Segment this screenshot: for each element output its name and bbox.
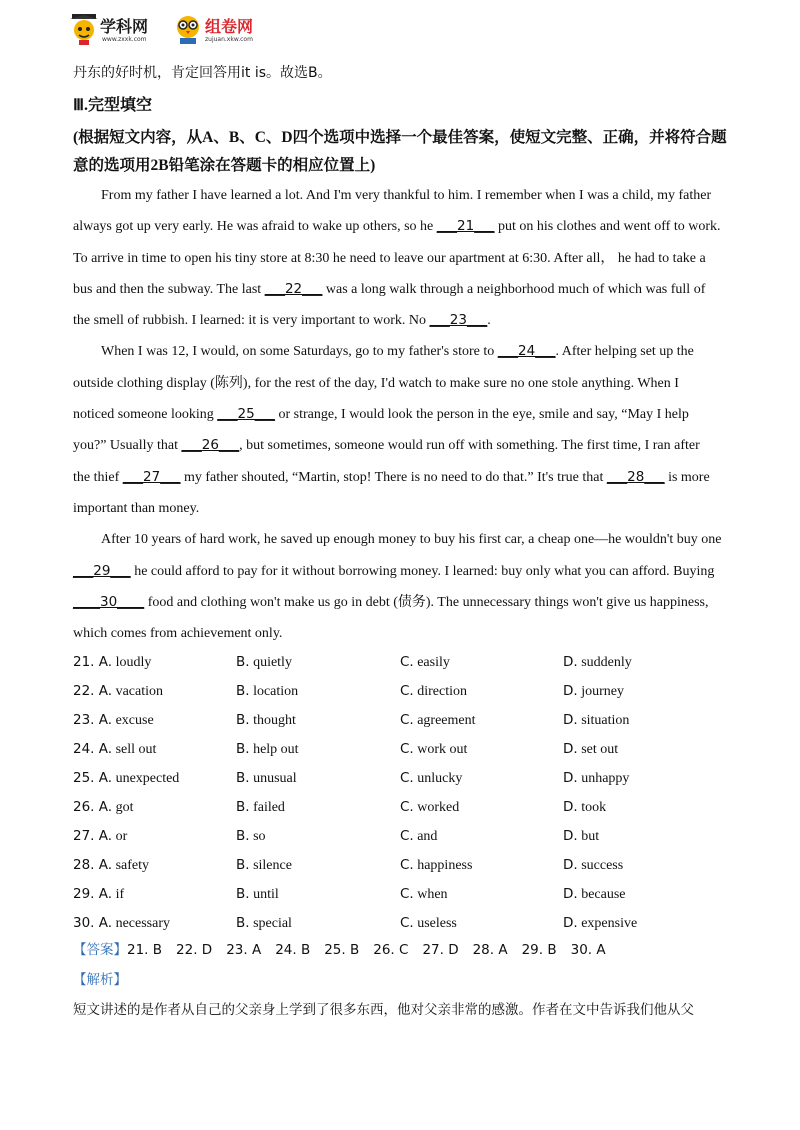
option-label: 28. A. [73,857,113,873]
option-a [73,677,163,706]
option-label: C. [400,683,414,699]
option-label: D. [563,683,578,699]
intro-choice: B [308,65,318,81]
option-a [73,764,179,793]
option-d [563,764,629,793]
option-text: unlucky [417,771,463,786]
option-c [400,764,462,793]
passage-line [73,430,733,461]
option-label: B. [236,770,250,786]
passage-text: or strange, I would look the person in the eye, smile and say, “May I help [274,407,689,423]
passage-line [73,211,733,242]
answer-key: 24. B [275,942,311,958]
blank-22: ___22___ [264,280,323,297]
option-text: failed [253,800,285,815]
option-text: until [253,887,279,902]
option-label: C. [400,828,414,844]
option-text: expensive [581,916,638,931]
option-a [73,706,154,735]
question-row [73,822,733,851]
option-label: C. [400,712,414,728]
passage-text: . After helping set up the [555,344,694,360]
option-c [400,880,448,909]
option-b [236,706,296,735]
passage-text: my father shouted, “Martin, stop! There is no need to do that.” It's true that [180,469,607,485]
option-text: happiness [417,858,473,873]
option-label: C. [400,857,414,873]
passage-line [73,399,733,430]
option-text: help out [253,742,299,757]
option-c [400,909,457,938]
option-label: C. [400,799,414,815]
option-label: 25. A. [73,770,113,786]
option-a [73,793,133,822]
question-row [73,735,733,764]
option-label: 21. A. [73,654,113,670]
option-b [236,822,266,851]
option-b [236,793,285,822]
option-text: success [581,858,624,873]
option-text: worked [417,800,460,815]
header-logos [70,10,290,50]
option-text: agreement [417,713,476,728]
option-d [563,793,606,822]
option-label: D. [563,741,578,757]
passage-text: , but sometimes, someone would run off with something. The first time, I ran after [239,438,700,454]
blank-28: ___28___ [606,468,665,485]
option-text: useless [417,916,457,931]
option-label: B. [236,886,250,902]
passage-text: put on his clothes and went off to work. [494,219,721,235]
option-text: unusual [253,771,297,786]
option-label: B. [236,828,250,844]
passage-text: he could afford to pay for it without borrowing money. I learned: buy only what you can afford. Buying [130,563,715,579]
instruction: (根据短文内容，从A、B、C、D四个选项中选择一个最佳答案，使短文完整、正确，并将符合题意的选项用2B铅笔涂在答题卡的相应位置上) [73,129,727,174]
passage-line [73,274,733,305]
option-text: got [115,800,134,815]
option-text: but [581,829,600,844]
passage-line [73,462,733,493]
answer-line [73,938,620,963]
passage-text: From my father I have learned a lot. And I'm very thankful to him. I remember when I was a child, my father [101,188,712,203]
option-c [400,677,467,706]
option-label: B. [236,741,250,757]
option-text: easily [417,655,450,670]
analysis-tag: 【解析】 [73,972,127,988]
option-label: D. [563,915,578,931]
intro-suffix: 。故选 [266,66,309,81]
option-text: and [417,829,438,844]
question-row [73,677,733,706]
option-a [73,648,151,677]
option-text: necessary [115,916,170,931]
intro-prefix: 丹东的好时机，肯定回答用 [73,66,241,81]
option-d [563,822,599,851]
option-text: because [581,887,626,902]
blank-25: ___25___ [217,406,275,423]
question-row [73,764,733,793]
option-label: 24. A. [73,741,113,757]
option-c [400,706,476,735]
passage-text: was a long walk through a neighborhood much of which was full of [322,281,706,297]
passage-text: the smell of rubbish. I learned: it is very important to work. No [73,313,430,329]
question-row [73,851,733,880]
option-text: suddenly [581,655,632,670]
option-c [400,793,459,822]
passage-text: is more [664,469,710,485]
option-c [400,735,467,764]
question-row [73,909,733,938]
option-label: 29. A. [73,886,113,902]
passage-line [73,180,733,211]
option-text: thought [253,713,296,728]
passage-text: the thief [73,469,123,485]
passage-text: After 10 years of hard work, he saved up enough money to buy his first car, a cheap one—he wouldn't buy one [101,532,722,548]
option-label: B. [236,712,250,728]
option-text: if [115,887,125,902]
passage-text: important than money. [73,500,200,516]
answer-key: 30. A [570,942,606,958]
option-label: D. [563,828,578,844]
question-row [73,648,733,677]
passage-line [73,493,733,524]
blank-26: ___26___ [181,437,240,454]
option-b [236,648,292,677]
option-label: B. [236,683,250,699]
option-a [73,909,170,938]
passage-text: always got up very early. He was afraid to wake up others, so he [73,219,437,235]
option-b [236,880,279,909]
option-c [400,851,472,880]
answer-key: 29. B [521,942,557,958]
answer-key: 22. D [176,942,213,958]
option-label: B. [236,654,250,670]
option-d [563,909,637,938]
option-text: quietly [253,655,292,670]
option-label: D. [563,886,578,902]
intro-code: it is [241,65,267,81]
option-a [73,851,149,880]
question-options [73,648,733,938]
passage-line [73,336,733,367]
option-text: loudly [115,655,152,670]
option-label: C. [400,886,414,902]
option-label: D. [563,799,578,815]
passage-line [73,368,733,399]
option-text: unhappy [581,771,630,786]
question-row [73,793,733,822]
answer-key: 25. B [324,942,360,958]
option-d [563,677,624,706]
option-label: D. [563,770,578,786]
option-text: unexpected [115,771,180,786]
option-text: safety [115,858,149,873]
section-title: Ⅲ.完型填空 [73,97,153,114]
option-c [400,648,450,677]
option-label: B. [236,915,250,931]
option-d [563,735,618,764]
option-a [73,735,156,764]
option-text: excuse [115,713,154,728]
option-label: C. [400,654,414,670]
option-b [236,735,299,764]
option-text: set out [581,742,619,757]
answer-key: 23. A [226,942,262,958]
passage-text: which comes from achievement only. [73,626,283,642]
option-text: or [115,829,128,844]
blank-30: ____30____ [73,593,145,610]
blank-24: ___24___ [497,343,556,360]
option-b [236,909,292,938]
option-text: special [253,916,292,931]
option-label: 26. A. [73,799,113,815]
option-label: 27. A. [73,828,113,844]
option-label: 22. A. [73,683,113,699]
zxxk-logo [70,12,170,48]
option-label: B. [236,799,250,815]
passage-text: . [487,313,491,329]
option-label: 23. A. [73,712,113,728]
answer-key: 28. A [472,942,508,958]
option-text: direction [417,684,467,699]
option-label: C. [400,741,414,757]
option-d [563,880,626,909]
option-label: C. [400,915,414,931]
option-text: work out [417,742,468,757]
zujuan-logo [175,12,285,48]
passage-text: To arrive in time to open his tiny store at 8:30 he need to leave our apartment at 6:30. After all， he had to take a [73,250,706,266]
option-d [563,706,629,735]
option-label: D. [563,712,578,728]
option-text: when [417,887,448,902]
passage-text: When I was 12, I would, on some Saturdays, go to my father's store to [101,344,498,360]
question-row [73,706,733,735]
option-text: situation [581,713,630,728]
passage-line [73,556,733,587]
option-a [73,880,124,909]
option-text: journey [581,684,624,699]
question-row [73,880,733,909]
analysis-text: 短文讲述的是作者从自己的父亲身上学到了很多东西，他对父亲非常的感激。作者在文中告诉我们他从父 [73,1002,694,1018]
option-label: D. [563,654,578,670]
passage [73,180,733,649]
passage-line [73,618,733,649]
passage-line [73,524,733,555]
answer-key: 27. D [422,942,459,958]
option-label: 30. A. [73,915,113,931]
passage-text: noticed someone looking [73,407,218,423]
zxxk-logo-title: 学科网 [100,17,149,36]
mascot-icon [70,12,98,46]
answer-keys [127,943,620,958]
option-text: location [253,684,299,699]
option-d [563,851,623,880]
owl-icon [175,12,201,46]
passage-line [73,587,733,618]
zujuan-logo-title: 组卷网 [205,17,254,36]
blank-27: ___27___ [122,468,181,485]
intro-end: 。 [317,66,332,81]
option-c [400,822,437,851]
passage-text: you?” Usually that [73,438,182,454]
passage-text: food and clothing won't make us go in debt (债务). The unnecessary things won't give us happiness, [144,594,709,610]
blank-23: ___23___ [429,312,488,329]
blank-29: ___29___ [73,562,131,579]
zxxk-logo-url: www.zxxk.com [102,36,147,43]
answer-key: 21. B [127,942,163,958]
option-text: sell out [115,742,157,757]
option-label: C. [400,770,414,786]
passage-line [73,305,733,336]
option-b [236,677,298,706]
passage-text: outside clothing display (陈列), for the rest of the day, I'd watch to make sure no one stole anything. When I [73,375,679,391]
answer-key: 26. C [373,942,409,958]
blank-21: ___21___ [436,218,495,235]
passage-text: bus and then the subway. The last [73,281,265,297]
option-text: so [253,829,266,844]
intro-line [73,62,332,85]
option-b [236,764,297,793]
option-text: silence [253,858,292,873]
option-label: B. [236,857,250,873]
option-text: vacation [115,684,163,699]
passage-line [73,243,733,274]
option-a [73,822,127,851]
option-label: D. [563,857,578,873]
zujuan-logo-url: zujuan.xkw.com [205,36,253,43]
option-d [563,648,632,677]
answer-tag: 【答案】 [73,942,127,958]
option-text: took [581,800,607,815]
option-b [236,851,292,880]
